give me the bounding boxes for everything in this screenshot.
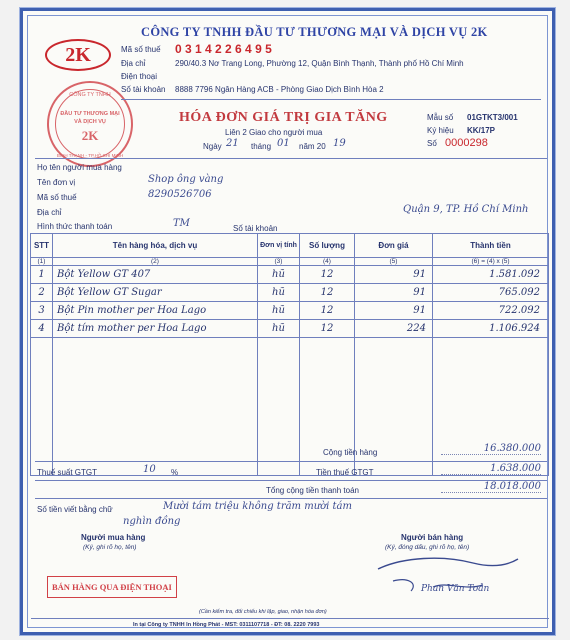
invoice-title: HÓA ĐƠN GIÁ TRỊ GIA TĂNG bbox=[179, 110, 388, 125]
grand-divider bbox=[35, 498, 547, 499]
index-unit: (3) bbox=[258, 258, 300, 266]
row-stt: 2 bbox=[31, 284, 53, 302]
row-total: 1.106.924 bbox=[433, 320, 549, 338]
vat-rate: 10 bbox=[143, 464, 156, 475]
row-stt: 1 bbox=[31, 266, 53, 284]
sale-channel-stamp: BÁN HÀNG QUA ĐIỆN THOẠI bbox=[47, 576, 177, 598]
index-qty: (4) bbox=[300, 258, 355, 266]
seller-sign-title: Người bán hàng bbox=[401, 533, 464, 542]
date-year: 19 bbox=[333, 138, 346, 149]
seal-line1: ĐẦU TƯ THƯƠNG MẠI bbox=[60, 111, 120, 117]
buyer-tax-label: Mã số thuế bbox=[37, 193, 77, 202]
company-address: 290/40.3 Nơ Trang Long, Phường 12, Quận Bình Thạnh, Thành phố Hồ Chí Minh bbox=[175, 59, 464, 68]
row-name: Bột Pin mother per Hoa Lago bbox=[53, 302, 258, 320]
col-total: Thành tiền bbox=[433, 234, 549, 258]
date-month-label: tháng bbox=[251, 142, 272, 151]
vat-value: 1.638.000 bbox=[441, 463, 541, 475]
col-price: Đơn giá bbox=[355, 234, 433, 258]
table-header-row bbox=[31, 234, 549, 258]
grand-total-value: 18.018.000 bbox=[441, 481, 541, 493]
company-logo bbox=[45, 39, 111, 71]
table-index-row bbox=[31, 258, 549, 266]
invoice-no-label: Số bbox=[427, 139, 437, 148]
seal-code: 2K bbox=[81, 128, 99, 143]
index-stt: (1) bbox=[31, 258, 53, 266]
logo-text: 2K bbox=[65, 44, 91, 66]
buyer-name-label: Họ tên người mua hàng bbox=[37, 163, 122, 172]
payment-label: Hình thức thanh toán bbox=[37, 222, 113, 231]
buyer-tax: 8290526706 bbox=[148, 189, 212, 200]
buyer-sign-title: Người mua hàng bbox=[81, 533, 146, 542]
invoice-copy: Liên 2 Giao cho người mua bbox=[225, 128, 323, 137]
vat-percent: % bbox=[171, 468, 179, 477]
buyer-sign-note: (Ký, ghi rõ họ, tên) bbox=[83, 544, 137, 551]
invoice-sheet bbox=[20, 8, 555, 635]
row-stt: 3 bbox=[31, 302, 53, 320]
row-unit: hũ bbox=[258, 302, 300, 320]
header-divider bbox=[121, 99, 541, 100]
row-qty: 12 bbox=[300, 266, 355, 284]
account-label: Số tài khoản bbox=[121, 85, 166, 94]
row-name: Bột Yellow GT Sugar bbox=[53, 284, 258, 302]
footer-divider bbox=[31, 618, 549, 619]
row-unit: hũ bbox=[258, 266, 300, 284]
row-total: 722.092 bbox=[433, 302, 549, 320]
row-unit: hũ bbox=[258, 320, 300, 338]
row-price: 91 bbox=[355, 266, 433, 284]
table-row bbox=[31, 284, 549, 302]
col-stt: STT bbox=[31, 234, 53, 258]
table-row bbox=[31, 302, 549, 320]
col-unit: Đơn vị tính bbox=[258, 234, 300, 258]
buyer-address: Quận 9, TP. Hồ Chí Minh bbox=[403, 204, 529, 215]
index-total: (6) = (4) x (5) bbox=[433, 258, 549, 266]
table-row bbox=[31, 320, 549, 338]
seller-signature: Phan Văn Toản bbox=[421, 584, 490, 594]
company-account: 8888 7796 Ngân Hàng ACB - Phòng Giao Dịch Bình Hòa 2 bbox=[175, 85, 384, 94]
date-day-label: Ngày bbox=[203, 142, 222, 151]
row-qty: 12 bbox=[300, 284, 355, 302]
col-qty: Số lượng bbox=[300, 234, 355, 258]
serial-label: Ký hiệu bbox=[427, 126, 454, 135]
row-name: Bột Yellow GT 407 bbox=[53, 266, 258, 284]
payment-method: TM bbox=[173, 218, 190, 229]
row-total: 1.581.092 bbox=[433, 266, 549, 284]
amount-words-line2: nghìn đồng bbox=[123, 516, 181, 527]
seller-sign-note: (Ký, đóng dấu, ghi rõ họ, tên) bbox=[385, 544, 470, 551]
form-label: Mẫu số bbox=[427, 113, 454, 122]
row-stt: 4 bbox=[31, 320, 53, 338]
buyer-divider bbox=[35, 158, 547, 159]
seal-top-text: CÔNG TY TNHH bbox=[69, 92, 111, 98]
row-name: Bột tím mother per Hoa Lago bbox=[53, 320, 258, 338]
buyer-address-label: Địa chỉ bbox=[37, 208, 62, 217]
amount-words-label: Số tiền viết bằng chữ bbox=[37, 505, 113, 514]
buyer-unit: Shop ông vàng bbox=[148, 174, 224, 185]
phone-label: Điện thoại bbox=[121, 72, 158, 81]
buyer-account-label: Số tài khoản bbox=[233, 224, 278, 233]
index-price: (5) bbox=[355, 258, 433, 266]
tax-label: Mã số thuế bbox=[121, 45, 161, 54]
col-name: Tên hàng hóa, dịch vụ bbox=[53, 234, 258, 258]
date-month: 01 bbox=[277, 138, 290, 149]
address-label: Địa chỉ bbox=[121, 59, 146, 68]
row-price: 91 bbox=[355, 284, 433, 302]
company-name: CÔNG TY TNHH ĐẦU TƯ THƯƠNG MẠI VÀ DỊCH VỤ 2K bbox=[141, 25, 488, 39]
index-name: (2) bbox=[53, 258, 258, 266]
company-tax-code: 0 3 1 4 2 2 6 4 9 5 bbox=[175, 42, 272, 56]
row-qty: 12 bbox=[300, 302, 355, 320]
grand-total-label: Tổng cộng tiền thanh toán bbox=[266, 486, 359, 495]
date-year-label: năm 20 bbox=[299, 142, 326, 151]
amount-words-line1: Mười tám triệu không trăm mười tám bbox=[163, 501, 352, 512]
row-unit: hũ bbox=[258, 284, 300, 302]
seal-bottom-text: BÌNH THẠNH - TP.HỒ CHÍ MINH bbox=[56, 153, 124, 158]
date-day: 21 bbox=[226, 138, 239, 149]
subtotal-value: 16.380.000 bbox=[441, 443, 541, 455]
subtotal-divider bbox=[35, 461, 547, 462]
row-price: 224 bbox=[355, 320, 433, 338]
serial-number: KK/17P bbox=[467, 126, 496, 135]
form-number: 01GTKT3/001 bbox=[467, 113, 518, 122]
row-total: 765.092 bbox=[433, 284, 549, 302]
footer-printer: In tại Công ty TNHH In Hồng Phát - MST: 0311107718 - ĐT: 08. 2220 7993 bbox=[133, 622, 320, 628]
invoice-no: 0000298 bbox=[445, 137, 488, 149]
row-qty: 12 bbox=[300, 320, 355, 338]
row-price: 91 bbox=[355, 302, 433, 320]
footer-note: (Cần kiểm tra, đối chiếu khi lập, giao, nhận hóa đơn) bbox=[199, 609, 327, 615]
vat-label: Tiền thuế GTGT bbox=[316, 468, 374, 477]
subtotal-label: Cộng tiền hàng bbox=[323, 448, 378, 457]
table-row bbox=[31, 266, 549, 284]
seal-line2: VÀ DỊCH VỤ bbox=[74, 119, 106, 125]
items-table bbox=[30, 233, 549, 476]
buyer-unit-label: Tên đơn vị bbox=[37, 178, 76, 187]
vat-rate-label: Thuế suất GTGT bbox=[37, 468, 98, 477]
